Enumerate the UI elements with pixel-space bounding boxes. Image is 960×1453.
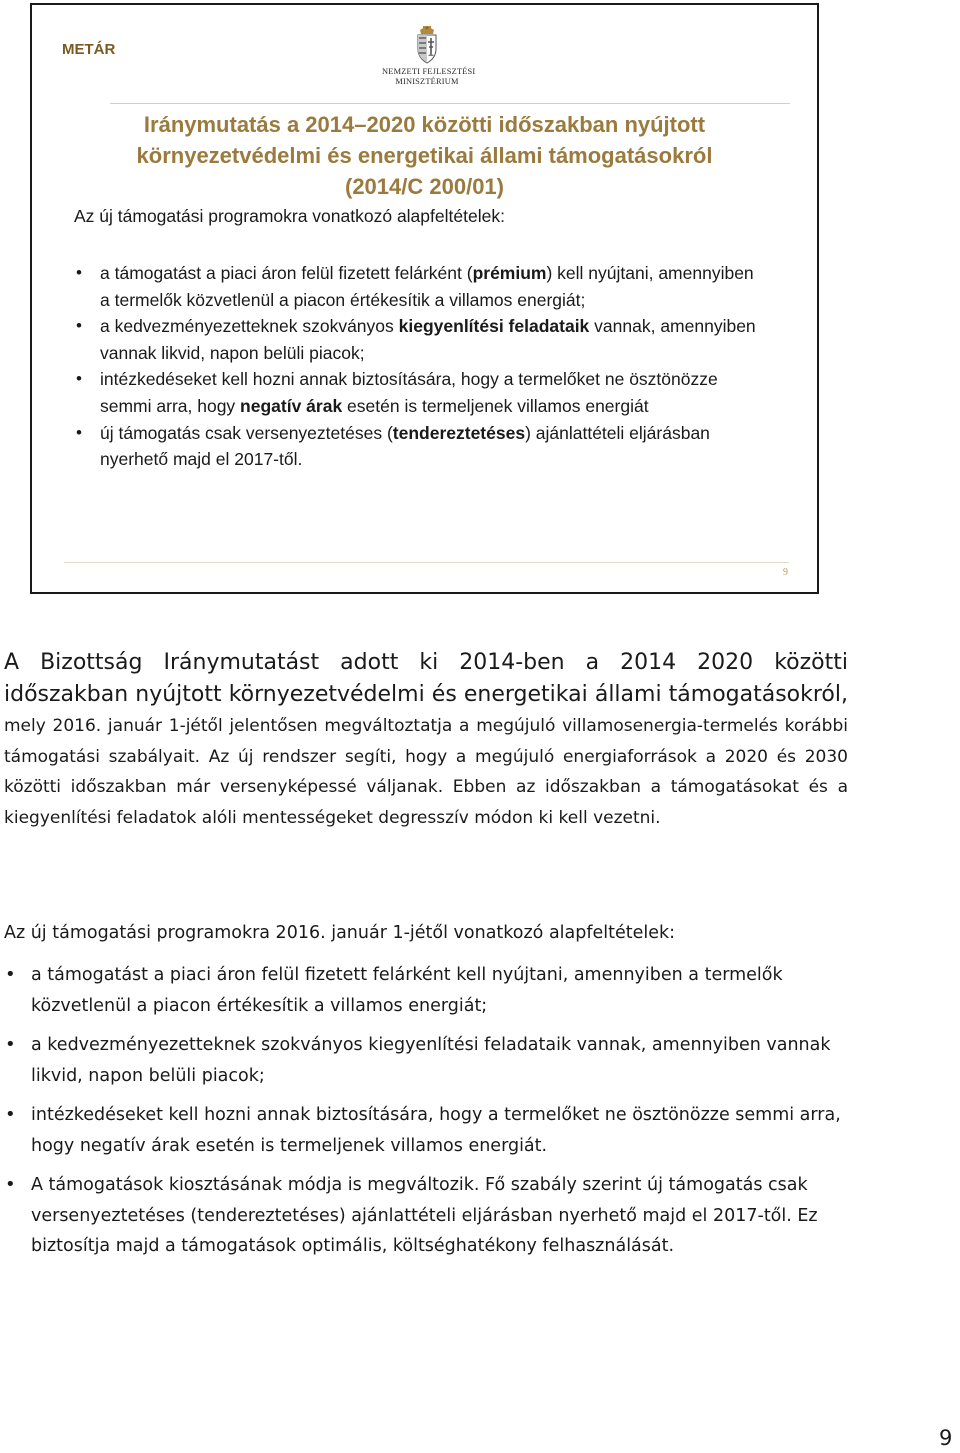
intro-paragraph-large: A Bizottság Iránymutatást adott ki 2014-ben a 2014 2020 közötti időszakban nyújtott környezetvédelmi és energetikai állami támogatásokról, xyxy=(4,650,848,707)
slide-bullet-item: • intézkedéseket kell hozni annak biztosítására, hogy a termelőket ne ösztönözze semmi arra, hogy negatív árak esetén is termeljenek villamos energiát xyxy=(76,366,766,419)
logo-text-line2: MINISZTÉRIUM xyxy=(395,77,459,86)
logo-text-line1: NEMZETI FEJLESZTÉSI xyxy=(382,67,476,76)
slide-top-divider xyxy=(110,103,790,104)
list-item: • a kedvezményezetteknek szokványos kiegyenlítési feladataik vannak, amennyiben vannak likvid, napon belüli piacok; xyxy=(4,1030,854,1091)
ministry-logo xyxy=(382,25,476,87)
page-number: 9 xyxy=(939,1426,953,1450)
list-item: • A támogatások kiosztásának módja is megváltozik. Fő szabály szerint új támogatás csak versenyeztetéses (tendereztetéses) ajánlattételi eljárásban nyerhető majd el 2017-től. Ez biztosítja majd a támogatások optimális, költséghatékony felhasználását. xyxy=(4,1170,854,1262)
slide-bullet-item: • új támogatás csak versenyeztetéses (tendereztetéses) ajánlattételi eljárásban nyerhető majd el 2017-től. xyxy=(76,420,766,473)
slide-bullet-item: • a kedvezményezetteknek szokványos kiegyenlítési feladataik vannak, amennyiben vannak likvid, napon belüli piacok; xyxy=(76,313,766,366)
slide-title-line3: (2014/C 200/01) xyxy=(345,174,504,199)
slide-number: 9 xyxy=(783,567,788,578)
embedded-slide xyxy=(30,3,819,594)
slide-lead-text: Az új támogatási programokra vonatkozó alapfeltételek: xyxy=(74,206,505,226)
coat-of-arms-icon xyxy=(414,25,440,65)
list-item: • intézkedéseket kell hozni annak biztosítására, hogy a termelőket ne ösztönözze semmi arra, hogy negatív árak esetén is termeljenek villamos energiát. xyxy=(4,1100,854,1161)
slide-bottom-divider xyxy=(64,562,789,563)
slide-bullet-list xyxy=(76,260,766,473)
slide-bullet-item: • a támogatást a piaci áron felül fizetett felárként (prémium) kell nyújtani, amennyiben a termelők közvetlenül a piacon értékesítik a villamos energiát; xyxy=(76,260,766,313)
intro-paragraph xyxy=(4,648,848,833)
slide-title xyxy=(32,109,817,202)
conditions-lead: Az új támogatási programokra 2016. január 1-jétől vonatkozó alapfeltételek: xyxy=(4,923,676,943)
conditions-list xyxy=(4,960,854,1271)
slide-brand: METÁR xyxy=(62,41,116,58)
intro-paragraph-rest: mely 2016. január 1-jétől jelentősen megváltoztatja a megújuló villamosenergia-termelés korábbi támogatási szabályait. Az új rendszer segíti, hogy a megújuló energiaforrások a 2020 és 2030 közötti időszakban már versenyképessé váljanak. Ebben az időszakban a támogatásokat és a kiegyenlítési feladatok alóli mentességeket degresszív módon ki kell vezetni. xyxy=(4,716,848,828)
list-item: • a támogatást a piaci áron felül fizetett felárként kell nyújtani, amennyiben a termelők közvetlenül a piacon értékesítik a villamos energiát; xyxy=(4,960,854,1021)
slide-title-line1: Iránymutatás a 2014–2020 közötti időszakban nyújtott xyxy=(143,112,706,137)
slide-title-line2: környezetvédelmi és energetikai állami támogatásokról xyxy=(136,143,713,168)
